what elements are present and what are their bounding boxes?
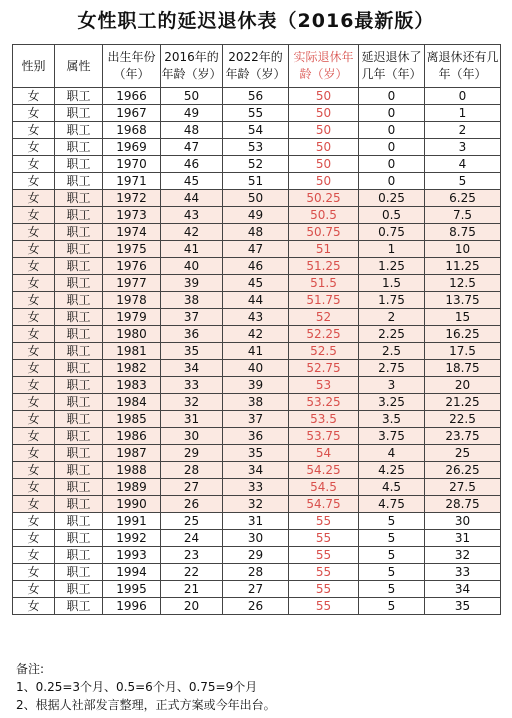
cell-years-to-retirement: 15 [425,309,501,326]
cell-years-to-retirement: 11.25 [425,258,501,275]
cell-age-2016: 30 [161,428,223,445]
cell-years-delayed: 4 [359,445,425,462]
cell-actual-retirement-age: 55 [289,598,359,615]
cell-age-2022: 38 [223,394,289,411]
cell-birth-year: 1989 [103,479,161,496]
cell-birth-year: 1970 [103,156,161,173]
cell-actual-retirement-age: 53.75 [289,428,359,445]
cell-birth-year: 1988 [103,462,161,479]
notes-section [16,660,276,714]
cell-age-2016: 22 [161,564,223,581]
cell-age-2016: 31 [161,411,223,428]
cell-gender: 女 [13,207,55,224]
cell-years-to-retirement: 34 [425,581,501,598]
cell-years-to-retirement: 8.75 [425,224,501,241]
cell-actual-retirement-age: 55 [289,564,359,581]
table-row [13,105,501,122]
cell-birth-year: 1982 [103,360,161,377]
cell-actual-retirement-age: 50 [289,105,359,122]
cell-birth-year: 1984 [103,394,161,411]
cell-birth-year: 1966 [103,88,161,105]
cell-birth-year: 1977 [103,275,161,292]
cell-age-2016: 21 [161,581,223,598]
cell-age-2016: 49 [161,105,223,122]
cell-years-delayed: 3.5 [359,411,425,428]
note-item: 2、根据人社部发言整理，正式方案或今年出台。 [16,698,276,712]
cell-birth-year: 1967 [103,105,161,122]
cell-years-delayed: 0.75 [359,224,425,241]
table-header-row [13,45,501,88]
cell-actual-retirement-age: 50 [289,156,359,173]
cell-attribute: 职工 [55,105,103,122]
cell-years-delayed: 5 [359,530,425,547]
cell-age-2016: 38 [161,292,223,309]
cell-actual-retirement-age: 51.5 [289,275,359,292]
cell-age-2016: 50 [161,88,223,105]
cell-years-delayed: 0 [359,173,425,190]
cell-gender: 女 [13,224,55,241]
cell-age-2022: 41 [223,343,289,360]
header-age-2016: 2016年的年龄（岁） [161,45,223,88]
table-row [13,547,501,564]
cell-years-delayed: 3.25 [359,394,425,411]
retirement-table [12,44,501,615]
cell-age-2022: 30 [223,530,289,547]
cell-age-2022: 50 [223,190,289,207]
cell-attribute: 职工 [55,122,103,139]
cell-years-to-retirement: 18.75 [425,360,501,377]
note-item: 1、0.25=3个月、0.5=6个月、0.75=9个月 [16,680,258,694]
cell-gender: 女 [13,156,55,173]
cell-age-2016: 41 [161,241,223,258]
cell-age-2016: 42 [161,224,223,241]
cell-age-2022: 55 [223,105,289,122]
cell-gender: 女 [13,377,55,394]
cell-attribute: 职工 [55,530,103,547]
cell-age-2022: 52 [223,156,289,173]
cell-years-delayed: 4.5 [359,479,425,496]
cell-years-to-retirement: 16.25 [425,326,501,343]
cell-gender: 女 [13,292,55,309]
cell-gender: 女 [13,581,55,598]
cell-actual-retirement-age: 53.5 [289,411,359,428]
cell-attribute: 职工 [55,377,103,394]
cell-years-to-retirement: 23.75 [425,428,501,445]
cell-years-to-retirement: 4 [425,156,501,173]
cell-attribute: 职工 [55,173,103,190]
cell-birth-year: 1974 [103,224,161,241]
table-row [13,479,501,496]
cell-age-2016: 27 [161,479,223,496]
cell-birth-year: 1991 [103,513,161,530]
cell-gender: 女 [13,513,55,530]
cell-actual-retirement-age: 55 [289,530,359,547]
table-row [13,292,501,309]
cell-attribute: 职工 [55,445,103,462]
cell-age-2016: 45 [161,173,223,190]
cell-attribute: 职工 [55,292,103,309]
cell-age-2016: 29 [161,445,223,462]
cell-attribute: 职工 [55,547,103,564]
table-row [13,377,501,394]
table-row [13,258,501,275]
table-row [13,309,501,326]
cell-actual-retirement-age: 52.75 [289,360,359,377]
cell-years-delayed: 4.75 [359,496,425,513]
cell-age-2016: 48 [161,122,223,139]
cell-years-to-retirement: 5 [425,173,501,190]
cell-gender: 女 [13,496,55,513]
cell-attribute: 职工 [55,513,103,530]
cell-age-2022: 45 [223,275,289,292]
cell-age-2022: 34 [223,462,289,479]
cell-actual-retirement-age: 55 [289,581,359,598]
cell-birth-year: 1994 [103,564,161,581]
page-title: 女性职工的延迟退休表（2016最新版） [77,10,435,32]
table-row [13,173,501,190]
table-body [13,88,501,615]
cell-years-to-retirement: 2 [425,122,501,139]
cell-years-delayed: 4.25 [359,462,425,479]
cell-years-delayed: 1.5 [359,275,425,292]
table-row [13,394,501,411]
table-row [13,190,501,207]
cell-years-to-retirement: 17.5 [425,343,501,360]
table-row [13,156,501,173]
cell-gender: 女 [13,275,55,292]
cell-age-2022: 40 [223,360,289,377]
cell-actual-retirement-age: 50 [289,173,359,190]
cell-age-2016: 34 [161,360,223,377]
table-row [13,360,501,377]
cell-attribute: 职工 [55,343,103,360]
cell-years-delayed: 3.75 [359,428,425,445]
cell-attribute: 职工 [55,479,103,496]
cell-gender: 女 [13,122,55,139]
cell-actual-retirement-age: 50 [289,88,359,105]
cell-actual-retirement-age: 54.5 [289,479,359,496]
notes-heading: 备注: [16,662,45,676]
cell-years-to-retirement: 28.75 [425,496,501,513]
cell-years-delayed: 0 [359,156,425,173]
cell-actual-retirement-age: 50 [289,139,359,156]
table-row [13,428,501,445]
cell-years-delayed: 1 [359,241,425,258]
cell-age-2016: 26 [161,496,223,513]
cell-gender: 女 [13,309,55,326]
cell-years-delayed: 0.25 [359,190,425,207]
cell-gender: 女 [13,326,55,343]
cell-years-to-retirement: 22.5 [425,411,501,428]
cell-age-2016: 47 [161,139,223,156]
cell-gender: 女 [13,190,55,207]
header-gender: 性别 [13,45,55,88]
cell-age-2022: 33 [223,479,289,496]
cell-age-2016: 39 [161,275,223,292]
cell-years-delayed: 5 [359,513,425,530]
cell-age-2016: 35 [161,343,223,360]
cell-birth-year: 1995 [103,581,161,598]
cell-years-to-retirement: 26.25 [425,462,501,479]
cell-attribute: 职工 [55,241,103,258]
cell-attribute: 职工 [55,275,103,292]
cell-birth-year: 1992 [103,530,161,547]
cell-gender: 女 [13,564,55,581]
cell-birth-year: 1993 [103,547,161,564]
cell-age-2022: 31 [223,513,289,530]
cell-age-2016: 24 [161,530,223,547]
cell-years-to-retirement: 33 [425,564,501,581]
cell-age-2022: 53 [223,139,289,156]
table-row [13,139,501,156]
cell-attribute: 职工 [55,139,103,156]
cell-birth-year: 1976 [103,258,161,275]
cell-gender: 女 [13,530,55,547]
retirement-table-container [12,44,500,615]
table-row [13,496,501,513]
cell-attribute: 职工 [55,598,103,615]
cell-age-2022: 37 [223,411,289,428]
cell-age-2016: 37 [161,309,223,326]
header-years-to-retirement: 离退休还有几年（年） [425,45,501,88]
cell-attribute: 职工 [55,258,103,275]
cell-years-to-retirement: 0 [425,88,501,105]
header-years-delayed: 延迟退休了几年（年） [359,45,425,88]
cell-age-2016: 36 [161,326,223,343]
table-row [13,411,501,428]
cell-gender: 女 [13,139,55,156]
cell-actual-retirement-age: 51.25 [289,258,359,275]
cell-age-2016: 43 [161,207,223,224]
cell-age-2016: 44 [161,190,223,207]
cell-years-delayed: 2.25 [359,326,425,343]
cell-birth-year: 1972 [103,190,161,207]
table-row [13,343,501,360]
cell-age-2022: 47 [223,241,289,258]
cell-gender: 女 [13,360,55,377]
table-row [13,581,501,598]
table-row [13,241,501,258]
cell-age-2016: 23 [161,547,223,564]
cell-years-delayed: 0 [359,122,425,139]
cell-attribute: 职工 [55,224,103,241]
header-birth-year: 出生年份（年） [103,45,161,88]
cell-age-2022: 43 [223,309,289,326]
cell-years-delayed: 0 [359,88,425,105]
cell-years-to-retirement: 13.75 [425,292,501,309]
cell-actual-retirement-age: 52.25 [289,326,359,343]
table-row [13,207,501,224]
cell-years-delayed: 0.5 [359,207,425,224]
cell-actual-retirement-age: 55 [289,513,359,530]
cell-birth-year: 1987 [103,445,161,462]
cell-actual-retirement-age: 50.25 [289,190,359,207]
cell-attribute: 职工 [55,394,103,411]
cell-birth-year: 1986 [103,428,161,445]
cell-actual-retirement-age: 52.5 [289,343,359,360]
cell-gender: 女 [13,411,55,428]
cell-years-delayed: 1.25 [359,258,425,275]
table-row [13,564,501,581]
cell-age-2022: 26 [223,598,289,615]
cell-gender: 女 [13,258,55,275]
table-row [13,275,501,292]
cell-actual-retirement-age: 50.5 [289,207,359,224]
cell-age-2022: 42 [223,326,289,343]
cell-birth-year: 1971 [103,173,161,190]
cell-birth-year: 1980 [103,326,161,343]
table-row [13,530,501,547]
cell-attribute: 职工 [55,326,103,343]
cell-actual-retirement-age: 52 [289,309,359,326]
table-row [13,224,501,241]
cell-age-2016: 32 [161,394,223,411]
cell-birth-year: 1983 [103,377,161,394]
cell-birth-year: 1968 [103,122,161,139]
cell-years-delayed: 5 [359,564,425,581]
cell-age-2022: 36 [223,428,289,445]
cell-attribute: 职工 [55,156,103,173]
cell-years-to-retirement: 30 [425,513,501,530]
cell-age-2016: 40 [161,258,223,275]
cell-gender: 女 [13,445,55,462]
header-actual-retirement-age: 实际退休年龄（岁） [289,45,359,88]
cell-actual-retirement-age: 53.25 [289,394,359,411]
table-row [13,326,501,343]
cell-attribute: 职工 [55,190,103,207]
cell-years-to-retirement: 10 [425,241,501,258]
cell-birth-year: 1973 [103,207,161,224]
cell-gender: 女 [13,241,55,258]
cell-years-to-retirement: 12.5 [425,275,501,292]
cell-attribute: 职工 [55,428,103,445]
cell-age-2016: 46 [161,156,223,173]
cell-age-2016: 28 [161,462,223,479]
cell-age-2022: 32 [223,496,289,513]
cell-gender: 女 [13,343,55,360]
cell-actual-retirement-age: 50 [289,122,359,139]
table-row [13,88,501,105]
cell-gender: 女 [13,173,55,190]
table-row [13,122,501,139]
cell-years-to-retirement: 35 [425,598,501,615]
cell-years-delayed: 2.5 [359,343,425,360]
cell-years-to-retirement: 7.5 [425,207,501,224]
cell-actual-retirement-age: 50.75 [289,224,359,241]
cell-years-delayed: 5 [359,581,425,598]
cell-birth-year: 1981 [103,343,161,360]
cell-age-2016: 25 [161,513,223,530]
cell-age-2022: 39 [223,377,289,394]
cell-gender: 女 [13,479,55,496]
cell-age-2016: 20 [161,598,223,615]
cell-years-delayed: 2.75 [359,360,425,377]
cell-attribute: 职工 [55,207,103,224]
cell-gender: 女 [13,428,55,445]
table-row [13,513,501,530]
cell-attribute: 职工 [55,360,103,377]
cell-age-2016: 33 [161,377,223,394]
cell-attribute: 职工 [55,88,103,105]
header-attribute: 属性 [55,45,103,88]
cell-actual-retirement-age: 54 [289,445,359,462]
cell-attribute: 职工 [55,581,103,598]
cell-years-to-retirement: 27.5 [425,479,501,496]
cell-birth-year: 1975 [103,241,161,258]
cell-attribute: 职工 [55,411,103,428]
cell-birth-year: 1969 [103,139,161,156]
cell-attribute: 职工 [55,462,103,479]
cell-age-2022: 51 [223,173,289,190]
cell-age-2022: 46 [223,258,289,275]
cell-years-delayed: 0 [359,105,425,122]
table-row [13,445,501,462]
cell-actual-retirement-age: 51.75 [289,292,359,309]
cell-attribute: 职工 [55,564,103,581]
cell-actual-retirement-age: 54.25 [289,462,359,479]
cell-birth-year: 1996 [103,598,161,615]
cell-actual-retirement-age: 54.75 [289,496,359,513]
cell-years-to-retirement: 21.25 [425,394,501,411]
cell-age-2022: 56 [223,88,289,105]
cell-years-to-retirement: 31 [425,530,501,547]
cell-birth-year: 1978 [103,292,161,309]
cell-gender: 女 [13,462,55,479]
cell-birth-year: 1979 [103,309,161,326]
cell-years-to-retirement: 25 [425,445,501,462]
cell-years-to-retirement: 1 [425,105,501,122]
cell-years-delayed: 5 [359,547,425,564]
table-row [13,462,501,479]
cell-years-to-retirement: 3 [425,139,501,156]
cell-age-2022: 54 [223,122,289,139]
cell-attribute: 职工 [55,309,103,326]
cell-age-2022: 28 [223,564,289,581]
cell-actual-retirement-age: 51 [289,241,359,258]
header-age-2022: 2022年的年龄（岁） [223,45,289,88]
cell-birth-year: 1985 [103,411,161,428]
cell-age-2022: 35 [223,445,289,462]
cell-years-delayed: 2 [359,309,425,326]
cell-years-delayed: 0 [359,139,425,156]
cell-gender: 女 [13,598,55,615]
cell-attribute: 职工 [55,496,103,513]
cell-actual-retirement-age: 55 [289,547,359,564]
cell-age-2022: 44 [223,292,289,309]
cell-age-2022: 29 [223,547,289,564]
cell-years-to-retirement: 20 [425,377,501,394]
table-row [13,598,501,615]
cell-age-2022: 27 [223,581,289,598]
cell-actual-retirement-age: 53 [289,377,359,394]
cell-gender: 女 [13,88,55,105]
cell-gender: 女 [13,394,55,411]
cell-years-delayed: 5 [359,598,425,615]
cell-gender: 女 [13,547,55,564]
cell-years-delayed: 1.75 [359,292,425,309]
cell-age-2022: 48 [223,224,289,241]
cell-years-delayed: 3 [359,377,425,394]
cell-age-2022: 49 [223,207,289,224]
cell-years-to-retirement: 32 [425,547,501,564]
cell-years-to-retirement: 6.25 [425,190,501,207]
cell-gender: 女 [13,105,55,122]
cell-birth-year: 1990 [103,496,161,513]
